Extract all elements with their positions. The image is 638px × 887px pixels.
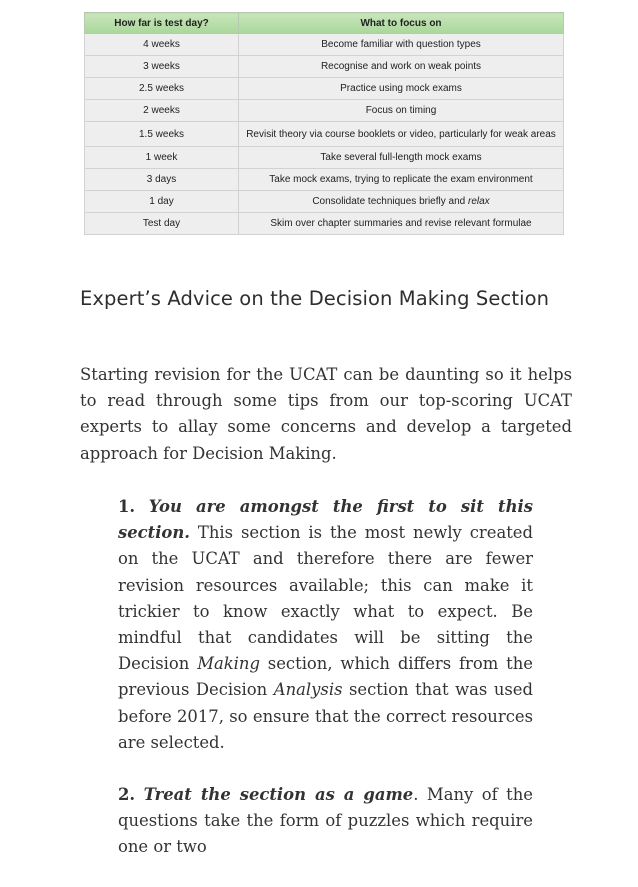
focus-cell: Skim over chapter summaries and revise relevant formulae bbox=[239, 213, 564, 235]
tip-text: section, which differs from the previous Decision bbox=[118, 654, 533, 700]
time-cell: 2 weeks bbox=[85, 100, 239, 122]
table-row bbox=[85, 191, 564, 213]
table-row bbox=[85, 78, 564, 100]
focus-cell: Practice using mock exams bbox=[239, 78, 564, 100]
time-cell: 3 days bbox=[85, 169, 239, 191]
time-cell: Test day bbox=[85, 213, 239, 235]
time-cell: 3 weeks bbox=[85, 56, 239, 78]
focus-cell: Take several full-length mock exams bbox=[239, 147, 564, 169]
section-heading: Expert’s Advice on the Decision Making Section bbox=[80, 287, 550, 310]
tip-text: section that was used before 2017, so ensure that the correct resources are selected. bbox=[118, 680, 533, 752]
tip-lead: You are amongst the first to sit this section. bbox=[118, 497, 533, 543]
time-cell: 1.5 weeks bbox=[85, 122, 239, 147]
time-cell: 1 day bbox=[85, 191, 239, 213]
focus-cell: Take mock exams, trying to replicate the exam environment bbox=[239, 169, 564, 191]
table-row bbox=[85, 169, 564, 191]
tip-lead: Treat the section as a game bbox=[143, 785, 414, 805]
tip-item bbox=[118, 494, 533, 756]
tip-text: This section is the most newly created on the UCAT and therefore there are fewer revision resources available; this can make it trickier to know exactly what to expect. Be mindful that candidates will be sitting the Decision bbox=[118, 523, 533, 674]
time-cell: 4 weeks bbox=[85, 34, 239, 56]
focus-cell: Recognise and work on weak points bbox=[239, 56, 564, 78]
tip-item bbox=[118, 782, 533, 861]
column-header-time: How far is test day? bbox=[85, 13, 239, 34]
tip-number: 2. bbox=[118, 785, 136, 805]
tip-number: 1. bbox=[118, 497, 136, 516]
time-cell: 1 week bbox=[85, 147, 239, 169]
focus-text: Consolidate techniques briefly and bbox=[312, 196, 468, 207]
column-header-focus: What to focus on bbox=[239, 13, 564, 34]
focus-cell: Become familiar with question types bbox=[239, 34, 564, 56]
table-row bbox=[85, 34, 564, 56]
table-row bbox=[85, 147, 564, 169]
focus-emphasis: relax bbox=[467, 196, 490, 207]
tips-list bbox=[118, 494, 533, 887]
tip-emphasis: Analysis bbox=[273, 680, 343, 700]
table-row bbox=[85, 56, 564, 78]
tip-text: . Many of the questions take the form of puzzles which require one or two bbox=[118, 785, 534, 857]
focus-cell: Revisit theory via course booklets or video, particularly for weak areas bbox=[239, 122, 564, 147]
focus-cell: Focus on timing bbox=[239, 100, 564, 122]
table-header-row bbox=[85, 13, 564, 34]
table-row bbox=[85, 100, 564, 122]
focus-cell bbox=[239, 191, 564, 213]
table-row bbox=[85, 213, 564, 235]
time-cell: 2.5 weeks bbox=[85, 78, 239, 100]
intro-paragraph: Starting revision for the UCAT can be daunting so it helps to read through some tips from our top-scoring UCAT experts to allay some concerns and develop a targeted approach for Decision Making. bbox=[80, 365, 572, 463]
table-row bbox=[85, 122, 564, 147]
revision-schedule-table bbox=[84, 12, 564, 235]
tip-emphasis: Making bbox=[197, 654, 260, 674]
